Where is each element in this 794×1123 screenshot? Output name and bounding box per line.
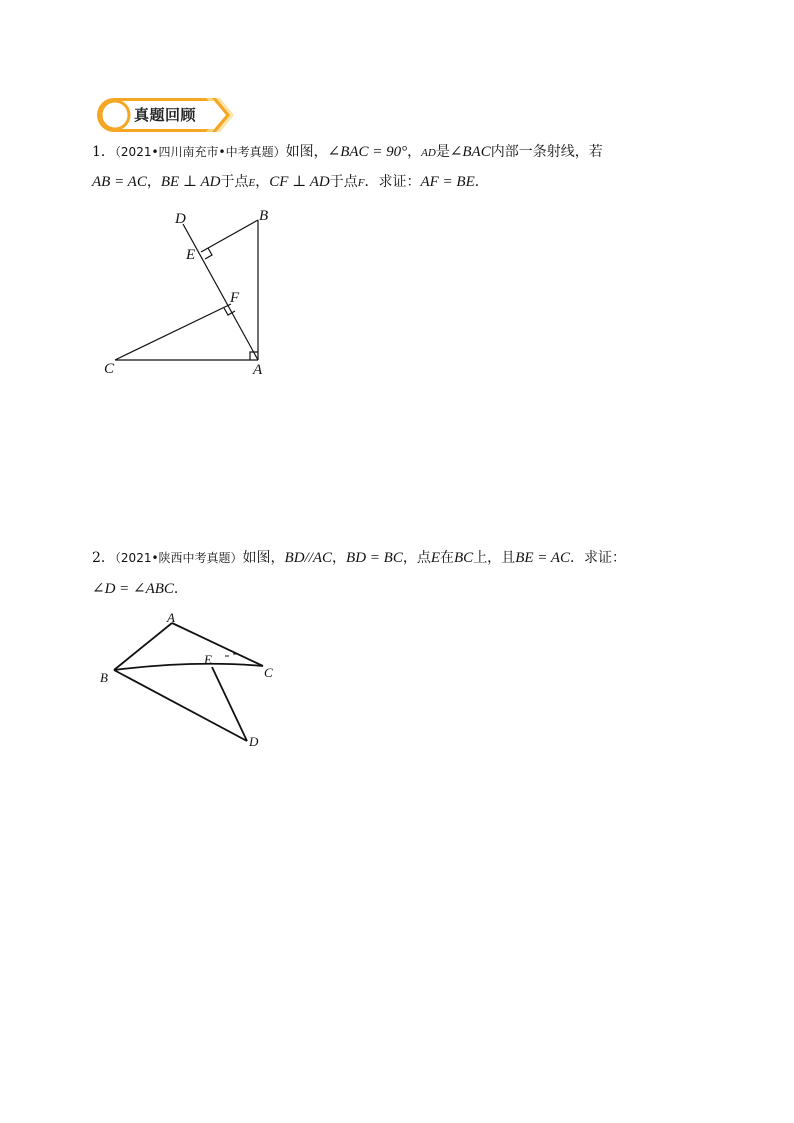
math: AF = BE xyxy=(420,174,475,190)
segment-ED xyxy=(212,667,247,741)
question-source: （2021•四川南充市•中考真题） xyxy=(114,145,286,159)
text: ， xyxy=(146,174,161,190)
segment-BC xyxy=(114,664,263,670)
question-number: 1． xyxy=(92,144,115,160)
segment-AB xyxy=(114,623,172,670)
text: ． xyxy=(173,581,188,597)
math: BC xyxy=(454,550,474,566)
label-F: F xyxy=(230,290,240,306)
math: BD//AC xyxy=(284,550,333,566)
dash-marks xyxy=(225,654,237,656)
text: 是 xyxy=(435,144,450,160)
math: ∠D = ∠ABC xyxy=(92,581,174,597)
text: 如图， xyxy=(242,550,285,566)
math: CF ⊥ AD xyxy=(269,174,330,190)
text: ， xyxy=(332,550,347,566)
question-source: （2021•陕西中考真题） xyxy=(114,551,243,565)
math: BE = AC xyxy=(515,550,571,566)
label-C: C xyxy=(104,361,115,377)
question-number: 2． xyxy=(92,550,115,566)
text: ．求证： xyxy=(570,550,627,566)
text: 如图， xyxy=(285,144,328,160)
text: ，点 xyxy=(402,550,431,566)
label-A: A xyxy=(167,610,175,625)
section-title: 真题回顾 xyxy=(134,106,197,124)
math: F xyxy=(357,177,365,189)
math: BE ⊥ AD xyxy=(160,174,221,190)
text: ， xyxy=(407,144,422,160)
segment-BD xyxy=(114,670,247,741)
text: 上，且 xyxy=(473,550,516,566)
question-1-line-1 xyxy=(92,142,603,163)
math: BD = BC xyxy=(346,550,403,566)
math: E xyxy=(430,550,441,566)
label-D: D xyxy=(249,734,259,749)
segment-AD xyxy=(183,224,258,360)
text: ． xyxy=(474,174,489,190)
label-E: E xyxy=(186,247,196,263)
segment-BE xyxy=(201,220,258,252)
figure-2 xyxy=(95,605,295,755)
question-1-line-2 xyxy=(92,172,489,193)
math: E xyxy=(248,177,256,189)
math: ∠BAC xyxy=(449,144,491,160)
label-C: C xyxy=(264,665,273,680)
segment-AC xyxy=(172,623,263,666)
label-E: E xyxy=(204,652,212,667)
segment-CF xyxy=(115,304,231,360)
question-2-line-2 xyxy=(92,579,188,599)
text: 在 xyxy=(440,550,455,566)
text: 于点 xyxy=(220,174,249,190)
text: ．求证： xyxy=(364,174,421,190)
question-2-line-1 xyxy=(92,548,626,568)
math: ∠BAC = 90° xyxy=(327,144,408,160)
math: AB = AC xyxy=(92,174,147,190)
figure-1 xyxy=(95,200,295,385)
text: 于点 xyxy=(329,174,358,190)
label-D: D xyxy=(175,211,186,227)
text: 内部一条射线，若 xyxy=(490,144,603,160)
label-B: B xyxy=(100,670,108,685)
text: ， xyxy=(255,174,270,190)
label-B: B xyxy=(259,208,269,224)
label-A: A xyxy=(253,362,263,378)
math: AD xyxy=(421,147,436,159)
